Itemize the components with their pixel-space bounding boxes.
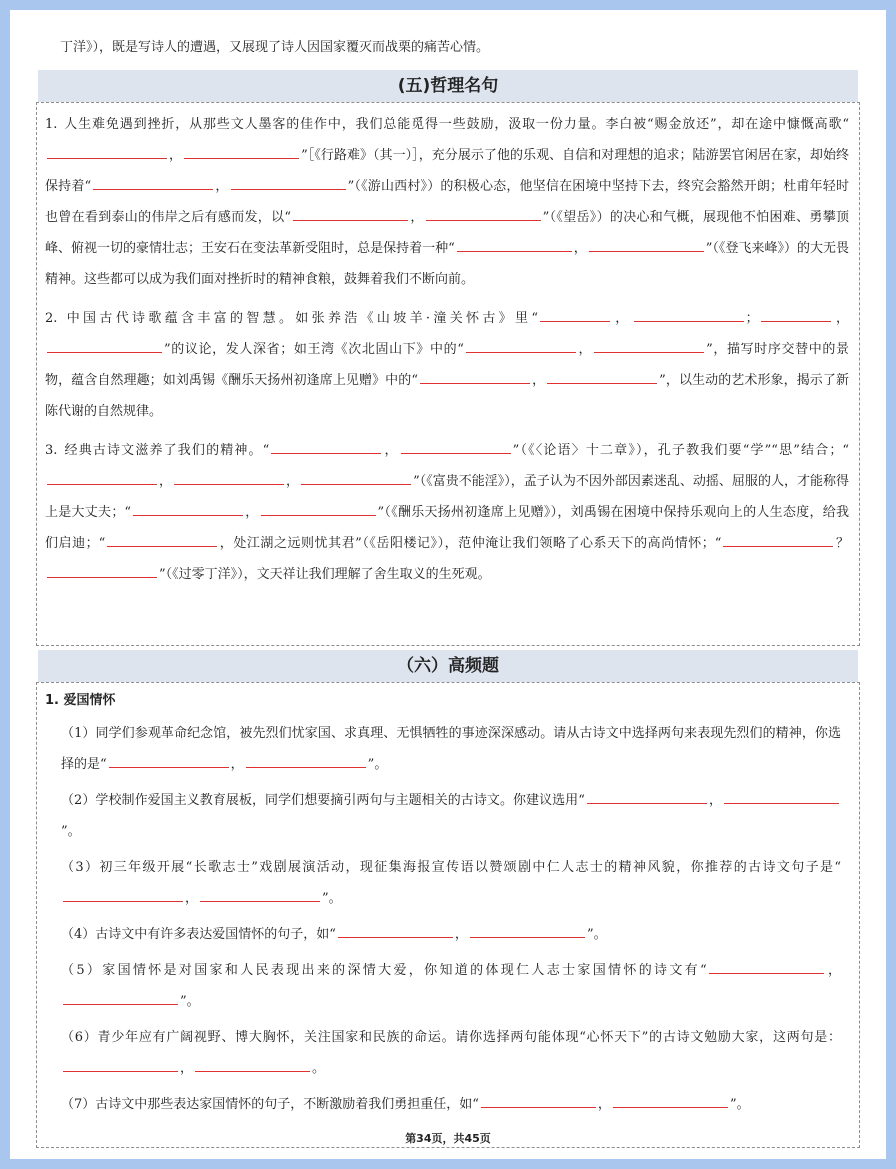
answer-blank[interactable] bbox=[301, 467, 411, 485]
answer-blank[interactable] bbox=[63, 884, 183, 902]
answer-blank[interactable] bbox=[184, 141, 299, 159]
answer-blank[interactable] bbox=[261, 498, 376, 516]
question-3: 3. 经典古诗文滋养了我们的精神。“ ， ”（《〈论语〉十二章》），孔子教我们要“学”“思”结合；“， ， ”（《富贵不能淫》），孟子认为不因外部因素迷乱、动摇、屈服的人，才能称得上是大丈夫；“ ， ”（《酬乐天扬州初逢席上见赠》），刘禹锡在困境中保持乐观向上的人生态度，给我们启迪；“ ，处江湖之远则忧其君”（《岳阳楼记》），范仲淹让我们领略了心系天下的高尚情怀；“ ？”（《过零丁洋》），文天祥让我们理解了舍生取义的生死观。 bbox=[45, 435, 849, 590]
answer-blank[interactable] bbox=[338, 920, 453, 938]
section-6-title: （六）高频题 bbox=[38, 650, 858, 682]
subquestion-1: （1）同学们参观革命纪念馆，被先烈们忧家国、求真理、无惧牺牲的事迹深深感动。请从古诗文中选择两句来表现先烈们的精神，你选择的是“ ， ”。 bbox=[61, 726, 841, 772]
answer-blank[interactable] bbox=[470, 920, 585, 938]
answer-blank[interactable] bbox=[540, 304, 610, 322]
section-5-box bbox=[36, 102, 860, 646]
answer-blank[interactable] bbox=[293, 203, 408, 221]
subquestion-2: （2）学校制作爱国主义教育展板，同学们想要摘引两句与主题相关的古诗文。你建议选用“ ，”。 bbox=[45, 785, 849, 847]
answer-blank[interactable] bbox=[426, 203, 541, 221]
answer-blank[interactable] bbox=[587, 786, 707, 804]
answer-blank[interactable] bbox=[481, 1090, 596, 1108]
answer-blank[interactable] bbox=[133, 498, 243, 516]
answer-blank[interactable] bbox=[63, 1054, 178, 1072]
answer-blank[interactable] bbox=[47, 335, 162, 353]
item-title: 1. 爱国情怀 bbox=[45, 693, 116, 708]
question-2: 2. 中国古代诗歌蕴含丰富的智慧。如张养浩《山坡羊·潼关怀古》里“ ， ； ，”的议论，发人深省；如王湾《次北固山下》中的“ ， ”，描写时序交替中的景物，蕴含自然理趣；如刘禹锡《酬乐天扬州初逢席上见赠》中的“ ， ”，以生动的艺术形象，揭示了新陈代谢的自然规律。 bbox=[45, 303, 849, 427]
answer-blank[interactable] bbox=[613, 1090, 728, 1108]
answer-blank[interactable] bbox=[271, 436, 381, 454]
answer-blank[interactable] bbox=[195, 1054, 310, 1072]
answer-blank[interactable] bbox=[547, 366, 657, 384]
section-5-title: (五)哲理名句 bbox=[38, 70, 858, 102]
answer-blank[interactable] bbox=[47, 141, 167, 159]
answer-blank[interactable] bbox=[63, 987, 178, 1005]
answer-blank[interactable] bbox=[589, 234, 704, 252]
answer-blank[interactable] bbox=[47, 467, 157, 485]
document-page bbox=[10, 10, 886, 1159]
section-6-box bbox=[36, 682, 860, 1148]
answer-blank[interactable] bbox=[109, 750, 229, 768]
answer-blank[interactable] bbox=[634, 304, 744, 322]
subquestion-4: （4）古诗文中有许多表达爱国情怀的句子，如“ ， ”。 bbox=[45, 919, 849, 950]
answer-blank[interactable] bbox=[723, 529, 833, 547]
answer-blank[interactable] bbox=[246, 750, 366, 768]
answer-blank[interactable] bbox=[466, 335, 576, 353]
answer-blank[interactable] bbox=[761, 304, 831, 322]
answer-blank[interactable] bbox=[724, 786, 839, 804]
answer-blank[interactable] bbox=[47, 560, 157, 578]
intro-text: 丁洋》），既是写诗人的遭遇，又展现了诗人因国家覆灭而战栗的痛苦心情。 bbox=[60, 40, 490, 55]
answer-blank[interactable] bbox=[231, 172, 346, 190]
answer-blank[interactable] bbox=[594, 335, 704, 353]
answer-blank[interactable] bbox=[420, 366, 530, 384]
subquestion-6: （6）青少年应有广阔视野、博大胸怀，关注国家和民族的命运。请你选择两句能体现“心怀天下”的古诗文勉励大家，这两句是：， 。 bbox=[61, 1030, 841, 1076]
answer-blank[interactable] bbox=[200, 884, 320, 902]
answer-blank[interactable] bbox=[107, 529, 217, 547]
subquestion-3: （3）初三年级开展“长歌志士”戏剧展演活动，现征集海报宣传语以赞颂剧中仁人志士的精神风貌，你推荐的古诗文句子是“， ”。 bbox=[61, 860, 841, 906]
subquestion-5: （5）家国情怀是对国家和人民表现出来的深情大爱，你知道的体现仁人志士家国情怀的诗文有“ ，”。 bbox=[45, 955, 849, 1017]
answer-blank[interactable] bbox=[709, 956, 824, 974]
answer-blank[interactable] bbox=[401, 436, 511, 454]
page-number: 第34页，共45页 bbox=[405, 1132, 491, 1145]
subquestion-7: （7）古诗文中那些表达家国情怀的句子，不断激励着我们勇担重任，如“ ， ”。 bbox=[45, 1089, 849, 1120]
answer-blank[interactable] bbox=[93, 172, 213, 190]
answer-blank[interactable] bbox=[457, 234, 572, 252]
question-1: 1. 人生难免遇到挫折，从那些文人墨客的佳作中，我们总能觅得一些鼓励，汲取一份力量。李白被“赐金放还”，却在途中慷慨高歌“， ”［《行路难》（其一）］，充分展示了他的乐观、自信和对理想的追求；陆游罢官闲居在家，却始终保持着“ ， ”（《游山西村》）的积极心态，他坚信在困境中坚持下去，终究会豁然开朗；杜甫年轻时也曾在看到泰山的伟岸之后有感而发，以“ ， ”（《望岳》）的决心和气概，展现他不怕困难、勇攀顶峰、俯视一切的豪情壮志；王安石在变法革新受阻时，总是保持着一种“ ， ”（《登飞来峰》）的大无畏精神。这些都可以成为我们面对挫折时的精神食粮，鼓舞着我们不断向前。 bbox=[45, 117, 849, 287]
answer-blank[interactable] bbox=[174, 467, 284, 485]
